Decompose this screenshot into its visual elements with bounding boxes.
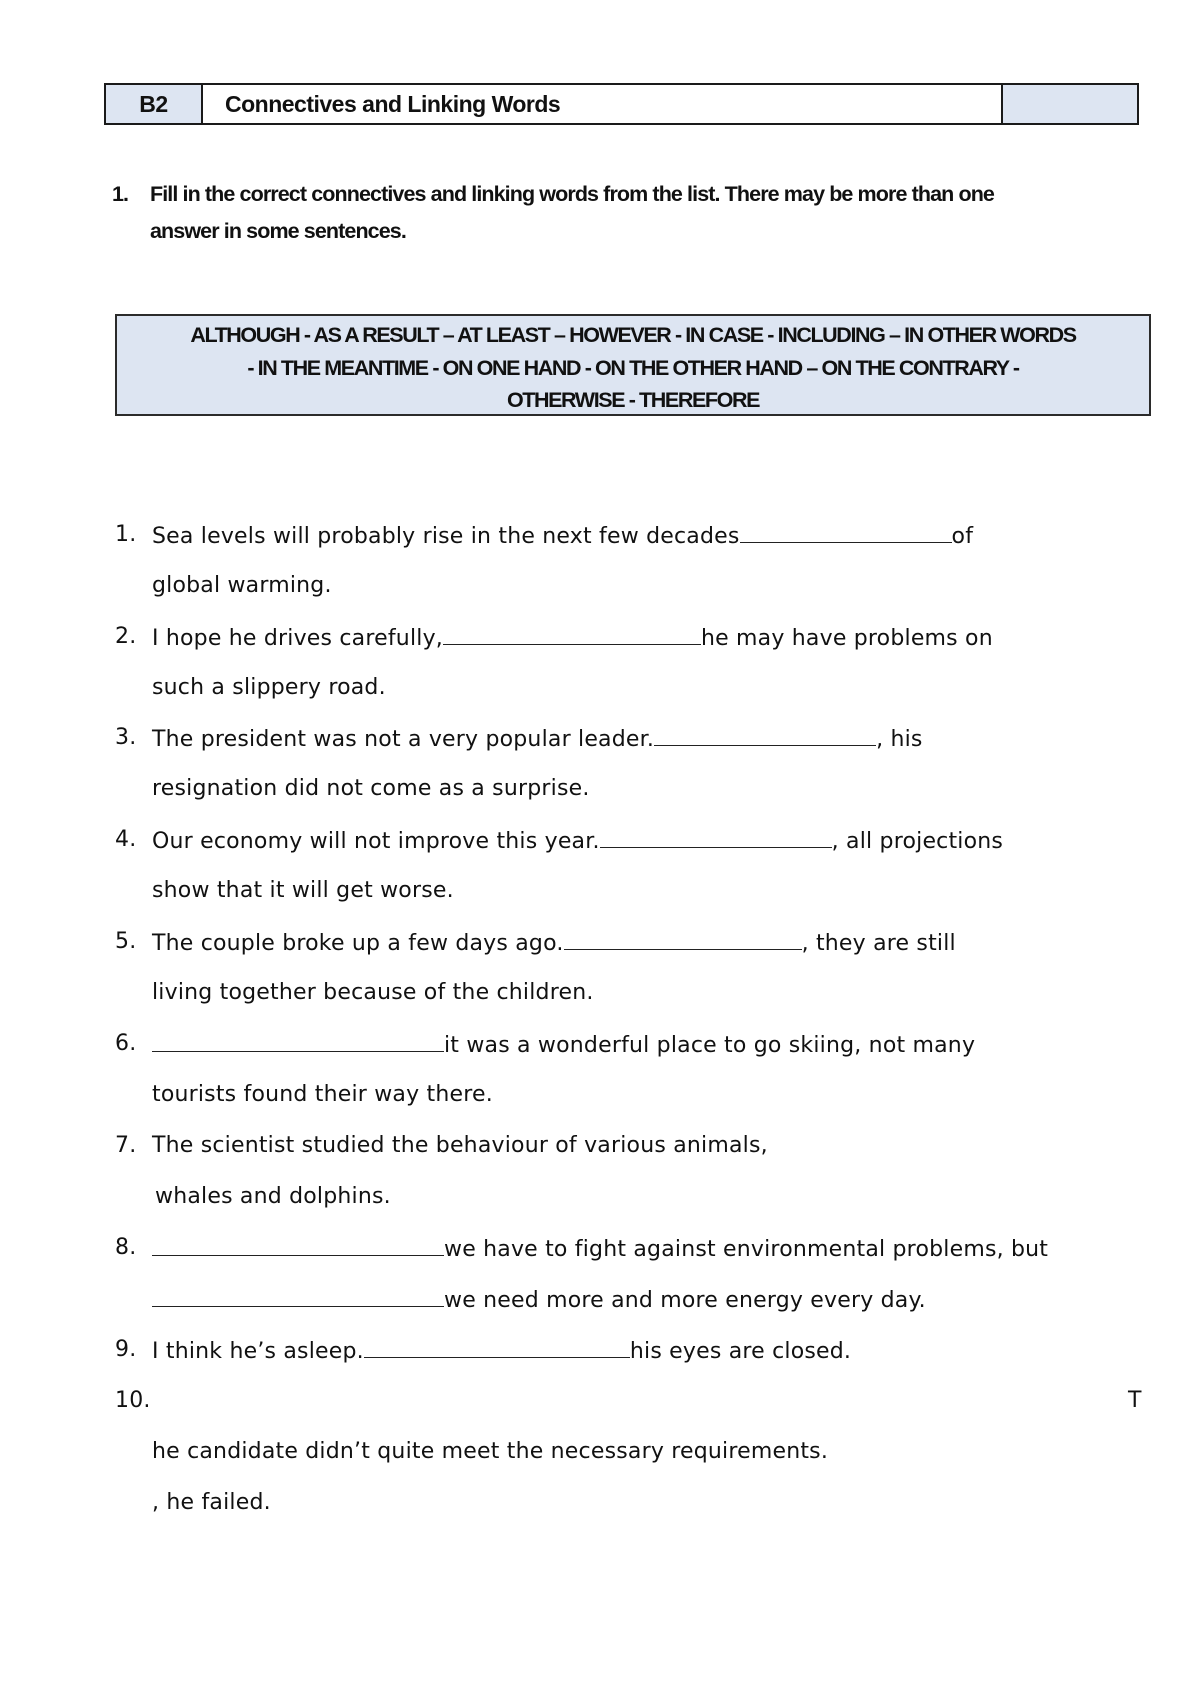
answer-blank[interactable] bbox=[654, 725, 876, 746]
question-7-continuation: whales and dolphins. bbox=[155, 1184, 391, 1209]
question-text: , all projections bbox=[831, 829, 1004, 854]
question-text: , they are still bbox=[801, 931, 956, 956]
question-2-continuation: such a slippery road. bbox=[152, 675, 386, 700]
level-cell: B2 bbox=[106, 85, 203, 123]
question-text: I hope he drives carefully, bbox=[152, 626, 443, 651]
blank-cell bbox=[1003, 85, 1137, 123]
question-number: 1. bbox=[115, 522, 137, 547]
answer-blank[interactable] bbox=[443, 624, 701, 645]
word-bank-line-3: OTHERWISE - THEREFORE bbox=[506, 388, 760, 412]
question-1 bbox=[115, 522, 973, 549]
question-text: we have to fight against environmental problems, but bbox=[444, 1237, 1049, 1262]
question-number: 10. bbox=[115, 1388, 151, 1413]
worksheet-title: Connectives and Linking Words bbox=[203, 85, 1003, 123]
instruction-line-2: answer in some sentences. bbox=[150, 219, 406, 243]
question-5-continuation: living together because of the children. bbox=[152, 980, 594, 1005]
question-number: 7. bbox=[115, 1133, 137, 1158]
question-text: of bbox=[951, 524, 974, 549]
answer-blank[interactable] bbox=[152, 1031, 444, 1052]
answer-blank[interactable] bbox=[364, 1337, 630, 1358]
word-bank-line-2: - IN THE MEANTIME - ON ONE HAND - ON THE OTHER HAND – ON THE CONTRARY - bbox=[247, 355, 1019, 380]
header-table bbox=[104, 83, 1139, 125]
question-number: 6. bbox=[115, 1031, 137, 1056]
word-bank bbox=[115, 314, 1151, 416]
question-text: we need more and more energy every day. bbox=[444, 1288, 926, 1313]
question-number: 8. bbox=[115, 1235, 137, 1260]
question-text: The president was not a very popular leader. bbox=[152, 727, 655, 752]
question-9 bbox=[115, 1337, 851, 1364]
question-4 bbox=[115, 827, 1003, 854]
question-6 bbox=[115, 1031, 975, 1058]
question-text: Sea levels will probably rise in the next few decades bbox=[152, 524, 740, 549]
question-10-stray-letter: T bbox=[1128, 1388, 1142, 1413]
question-text: , his bbox=[876, 727, 923, 752]
instruction-line-1: Fill in the correct connectives and linking words from the list. There may be more than one bbox=[150, 182, 994, 206]
question-10-continuation: he candidate didn’t quite meet the necessary requirements. bbox=[152, 1439, 829, 1464]
question-6-continuation: tourists found their way there. bbox=[152, 1082, 493, 1107]
question-number: 4. bbox=[115, 827, 137, 852]
question-text: it was a wonderful place to go skiing, not many bbox=[444, 1033, 976, 1058]
question-10-continuation-2: , he failed. bbox=[152, 1490, 271, 1515]
question-3 bbox=[115, 725, 923, 752]
question-4-continuation: show that it will get worse. bbox=[152, 878, 454, 903]
question-text: Our economy will not improve this year. bbox=[152, 829, 600, 854]
answer-blank[interactable] bbox=[600, 827, 832, 848]
question-8-continuation bbox=[152, 1286, 926, 1313]
question-text: The scientist studied the behaviour of various animals, bbox=[152, 1133, 768, 1158]
question-5 bbox=[115, 929, 956, 956]
question-number: 3. bbox=[115, 725, 137, 750]
question-text: The couple broke up a few days ago. bbox=[152, 931, 564, 956]
instruction-number: 1. bbox=[112, 182, 129, 206]
answer-blank[interactable] bbox=[564, 929, 802, 950]
question-text: he may have problems on bbox=[700, 626, 993, 651]
question-number: 9. bbox=[115, 1337, 137, 1362]
question-3-continuation: resignation did not come as a surprise. bbox=[152, 776, 590, 801]
question-7 bbox=[115, 1133, 768, 1158]
question-8 bbox=[115, 1235, 1048, 1262]
question-number: 2. bbox=[115, 624, 137, 649]
word-bank-line-1: ALTHOUGH - AS A RESULT – AT LEAST – HOWEVER - IN CASE - INCLUDING – IN OTHER WORDS bbox=[190, 323, 1076, 347]
question-1-continuation: global warming. bbox=[152, 573, 332, 598]
question-text: I think he’s asleep. bbox=[152, 1339, 364, 1364]
answer-blank[interactable] bbox=[740, 522, 952, 543]
question-number: 5. bbox=[115, 929, 137, 954]
instruction bbox=[112, 176, 1142, 250]
question-2 bbox=[115, 624, 993, 651]
answer-blank[interactable] bbox=[152, 1235, 444, 1256]
answer-blank[interactable] bbox=[152, 1286, 444, 1307]
question-text: his eyes are closed. bbox=[629, 1339, 852, 1364]
